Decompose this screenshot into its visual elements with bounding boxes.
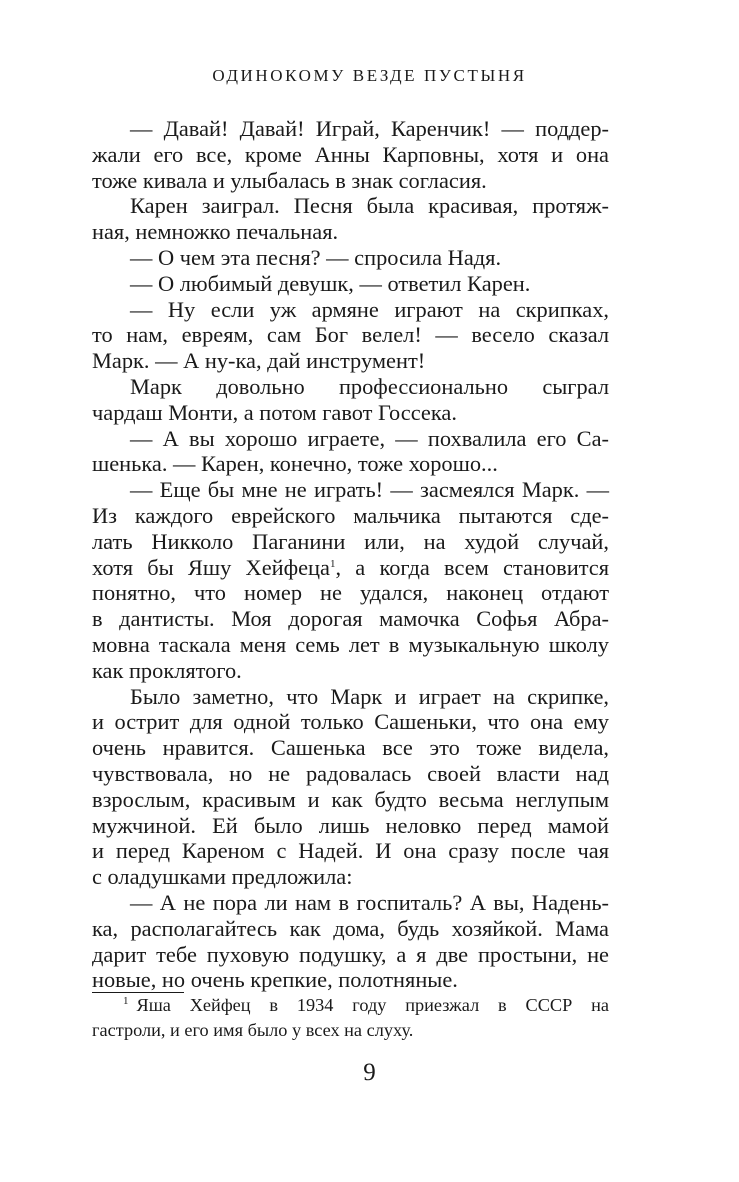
text-line: чувствовала, но не радовалась своей власти над (92, 760, 609, 786)
footnote-number: 1 (123, 995, 129, 1007)
text-line: Марк довольно профессионально сыграл (130, 373, 609, 399)
text-line: — Давай! Давай! Играй, Каренчик! — поддер- (130, 116, 609, 141)
text-line: новые, но очень крепкие, полотняные. (92, 967, 458, 993)
text-line: чардаш Монти, а потом гавот Госсека. (92, 399, 457, 425)
text-line: с оладушками предложила: (92, 864, 353, 890)
text-line: то нам, евреям, сам Бог велел! — весело сказал (92, 322, 609, 348)
text-line: Было заметно, что Марк и играет на скрипке, (130, 683, 609, 709)
text-line: мужчиной. Ей было лишь неловко перед мамой (92, 812, 609, 838)
text-line: понятно, что номер не удался, наконец отдают (92, 580, 609, 606)
text-line: взрослым, красивым и как будто весьма неглупым (92, 786, 609, 812)
text-line: в дантисты. Моя дорогая мамочка Софья Абра- (92, 606, 609, 632)
text-line: — О любимый девушк, — ответил Карен. (130, 270, 531, 296)
text-line: — Еще бы мне не играть! — засмеялся Марк. — (130, 477, 609, 503)
text-line: ная, немножко печальная. (92, 219, 339, 245)
text-line: Марк. — А ну-ка, дай инструмент! (92, 348, 426, 374)
text-line: мовна таскала меня семь лет в музыкальную школу (92, 631, 609, 657)
text-segment: хотя бы Яшу Хейфеца (92, 554, 330, 580)
text-line: жали его все, кроме Анны Карповны, хотя и она (92, 141, 609, 167)
footnote-reference[interactable]: 1 (329, 557, 336, 570)
text-line-with-footnote (92, 555, 609, 581)
text-segment: , а когда всем становится (335, 554, 609, 580)
text-line: — О чем эта песня? — спросила Надя. (130, 244, 502, 270)
text-line: и перед Кареном с Надей. И она сразу после чая (92, 838, 609, 864)
text-line: и острит для одной только Сашеньки, что она ему (92, 709, 609, 735)
text-line: дарит тебе пуховую подушку, а я две простыни, не (92, 941, 609, 967)
text-line: лать Никколо Паганини или, на худой случай, (92, 528, 609, 554)
footnote-text: Яша Хейфец в 1934 году приезжал в СССР на (136, 995, 609, 1015)
text-line: очень нравится. Сашенька все это тоже видела, (92, 735, 609, 761)
text-line: ка, располагайтесь как дома, будь хозяйкой. Мама (92, 915, 609, 941)
running-head: ОДИНОКОМУ ВЕЗДЕ ПУСТЫНЯ (212, 66, 527, 85)
text-line: шенька. — Карен, конечно, тоже хорошо... (92, 451, 498, 477)
text-line: — Ну если уж армяне играют на скрипках, (130, 296, 609, 322)
text-line: — А вы хорошо играете, — похвалила его Са- (130, 425, 609, 451)
footnote-line (92, 993, 609, 1018)
text-line: как проклятого. (92, 657, 242, 683)
text-line: Карен заиграл. Песня была красивая, протяж- (130, 193, 609, 219)
text-line: тоже кивала и улыбалась в знак согласия. (92, 167, 487, 193)
text-line: — А не пора ли нам в госпиталь? А вы, Надень- (130, 889, 609, 915)
page-number: 9 (363, 1059, 376, 1086)
footnote-line: гастроли, и его имя было у всех на слуху. (92, 1020, 414, 1040)
body-text (92, 116, 609, 993)
text-line: Из каждого еврейского мальчика пытаются сде- (92, 502, 609, 528)
footnote (92, 993, 609, 1043)
